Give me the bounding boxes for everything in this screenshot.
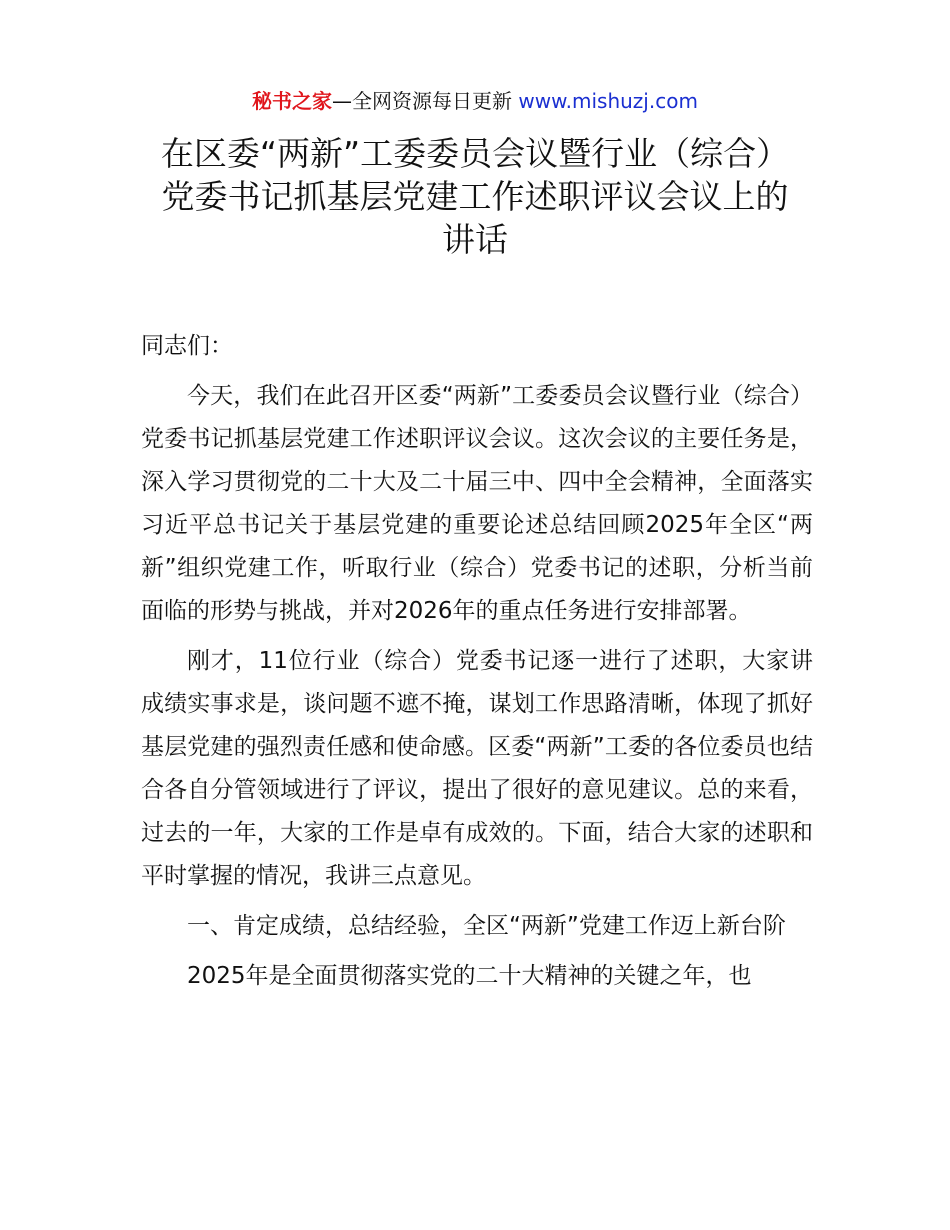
- document-title: 在区委“两新”工委委员会议暨行业（综合）党委书记抓基层党建工作述职评议会议上的讲话: [160, 134, 790, 259]
- brand-name: 秘书之家: [252, 89, 333, 113]
- site-url-link[interactable]: www.mishuzj.com: [518, 89, 698, 113]
- document-body: [141, 325, 813, 998]
- body-paragraph: 今天，我们在此召开区委“两新”工委委员会议暨行业（综合）党委书记抓基层党建工作述职评议会议。这次会议的主要任务是，深入学习贯彻党的二十大及二十届三中、四中全会精神，全面落实习近平总书记关于基层党建的重要论述总结回顾2025年全区“两新”组织党建工作，听取行业（综合）党委书记的述职，分析当前面临的形势与挑战，并对2026年的重点任务进行安排部署。: [141, 383, 813, 624]
- body-paragraph: 2025年是全面贯彻落实党的二十大精神的关键之年，也: [187, 963, 752, 989]
- section-heading: 一、肯定成绩，总结经验，全区“两新”党建工作迈上新台阶: [187, 913, 786, 939]
- header-tagline: —全网资源每日更新: [332, 89, 513, 113]
- site-header: [0, 86, 950, 116]
- body-paragraph: 刚才，11位行业（综合）党委书记逐一进行了述职，大家讲成绩实事求是，谈问题不遮不掩，谋划工作思路清晰，体现了抓好基层党建的强烈责任感和使命感。区委“两新”工委的各位委员也结合各自分管领域进行了评议，提出了很好的意见建议。总的来看，过去的一年，大家的工作是卓有成效的。下面，结合大家的述职和平时掌握的情况，我讲三点意见。: [141, 648, 813, 889]
- salutation: 同志们：: [141, 333, 233, 359]
